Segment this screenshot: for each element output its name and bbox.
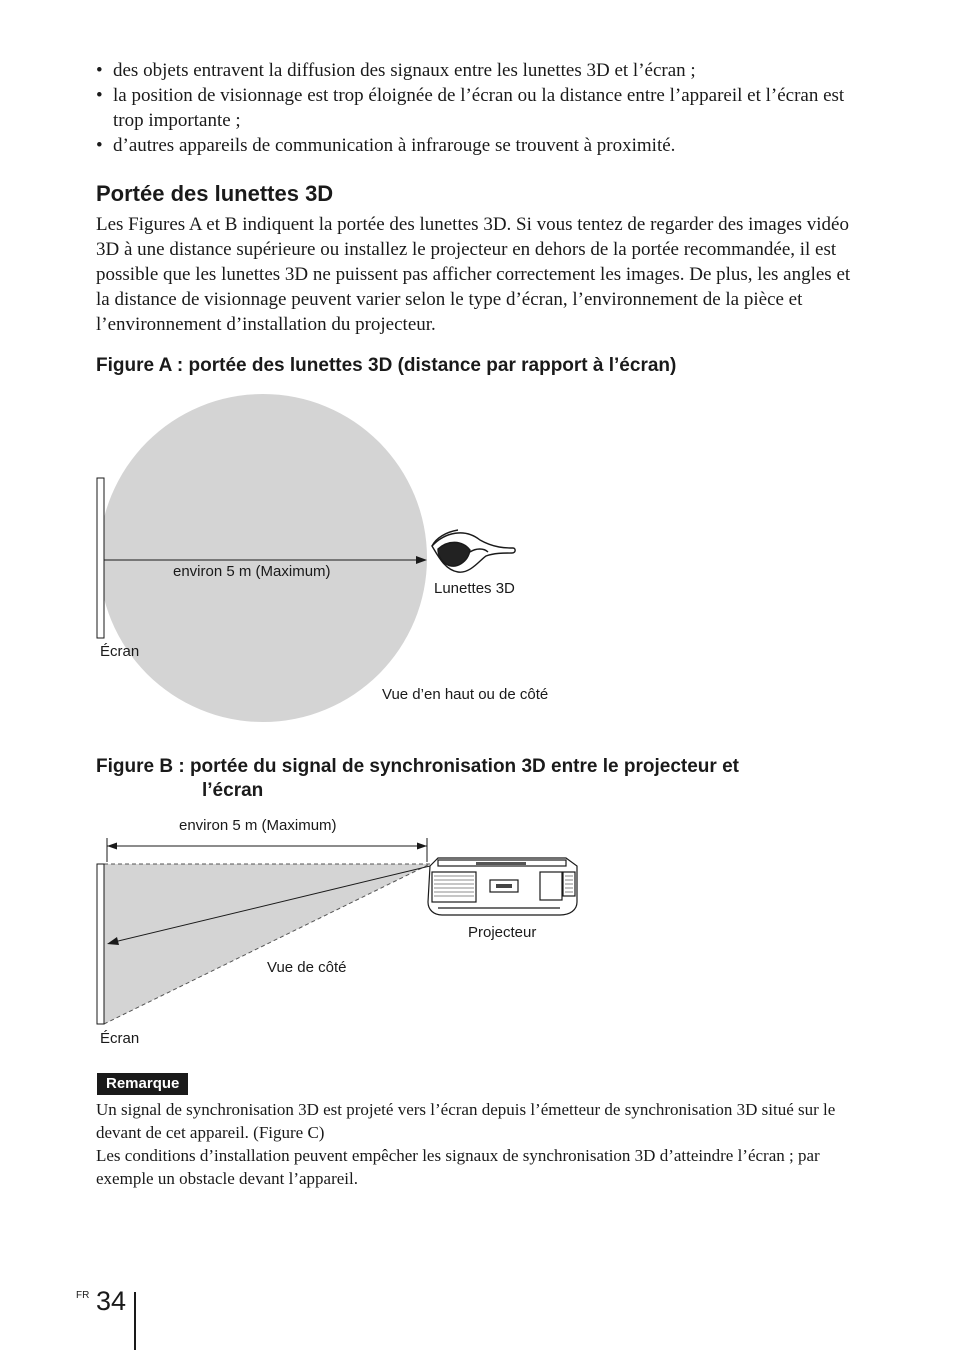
section-paragraph: Les Figures A et B indiquent la portée des lunettes 3D. Si vous tentez de regarder des images vidéo 3D à une distance supérieure ou installez le projecteur en dehors de la portée recommandée, il est possible que les lunettes 3D ne puissent pas afficher correctement les images. De plus, les angles et la distance de visionnage peuvent varier selon le type d’écran, l’environnement de la pièce et l’environnement d’installation du projecteur.	[96, 214, 851, 335]
figure-b-projector-label: Projecteur	[468, 924, 537, 941]
bullet-list	[96, 58, 866, 158]
glasses-icon	[432, 530, 515, 572]
figure-b-title-line1: Figure B : portée du signal de synchronisation 3D entre le projecteur et	[96, 756, 739, 777]
dimension-arrow-left	[107, 843, 117, 850]
figure-b-title	[96, 755, 856, 803]
bullet-dot: •	[96, 85, 103, 106]
figure-b-screen-label: Écran	[100, 1030, 140, 1047]
bullet-item: • la position de visionnage est trop éloignée de l’écran ou la distance entre l’appareil et l’écran est trop importante ;	[96, 85, 845, 131]
bullet-dot: •	[96, 60, 103, 81]
page-number: 34	[96, 1286, 127, 1316]
figure-a-screen-label: Écran	[100, 643, 140, 660]
figure-a-view-label: Vue d’en haut ou de côté	[382, 686, 549, 703]
note-badge: Remarque	[97, 1073, 188, 1095]
figure-b-view-label: Vue de côté	[267, 959, 347, 976]
figure-b-distance-label: environ 5 m (Maximum)	[179, 817, 337, 834]
bullet-item: • d’autres appareils de communication à infrarouge se trouvent à proximité.	[96, 135, 676, 156]
projector-icon	[428, 858, 577, 915]
page-number-rule	[134, 1292, 136, 1350]
bullet-dot: •	[96, 135, 103, 156]
screen-bar	[97, 478, 104, 638]
dimension-arrow-right	[417, 843, 427, 850]
screen-bar	[97, 864, 104, 1024]
figure-a-glasses-label: Lunettes 3D	[434, 580, 515, 597]
figure-a-title: Figure A : portée des lunettes 3D (distance par rapport à l’écran)	[96, 355, 677, 376]
note-text	[96, 1098, 866, 1190]
language-code: FR	[76, 1290, 90, 1301]
figure-a-distance-label: environ 5 m (Maximum)	[173, 563, 331, 580]
note-line-1: Un signal de synchronisation 3D est projeté vers l’écran depuis l’émetteur de synchronisation 3D situé sur le devant de cet appareil. (Figure C)	[96, 1100, 836, 1142]
figure-a-diagram	[0, 390, 954, 730]
bullet-item: • des objets entravent la diffusion des signaux entre les lunettes 3D et l’écran ;	[96, 60, 696, 81]
figure-b-title-line2: l’écran	[202, 780, 264, 801]
section-heading: Portée des lunettes 3D	[96, 181, 334, 206]
range-circle	[99, 394, 427, 722]
note-line-2: Les conditions d’installation peuvent empêcher les signaux de synchronisation 3D d’atteindre l’écran ; par exemple un obstacle devant l’appareil.	[96, 1146, 820, 1188]
